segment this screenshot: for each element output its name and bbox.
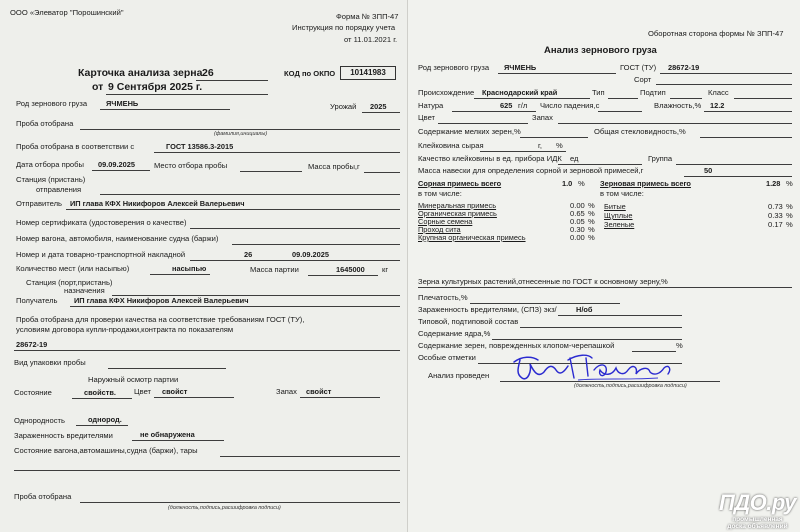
r-color-line <box>438 123 528 124</box>
sender-value: ИП глава КФХ Никифоров Алексей Валерьевич <box>70 199 245 208</box>
sort-line <box>656 84 792 85</box>
weed-impurity-value: 1.0 <box>562 179 573 188</box>
sample-mass-line <box>684 176 792 177</box>
wagon-line <box>232 244 400 245</box>
pest-value: не обнаружена <box>140 430 195 439</box>
weed-item-value: 0.05 <box>570 217 585 226</box>
sample-taken-label: Проба отобрана <box>16 119 74 128</box>
sample-mass-label: Масса навески для определения сорной и зерновой примесей,г <box>418 166 644 175</box>
weed-item-value: 0.00 <box>570 201 585 210</box>
state-value: свойств. <box>84 388 116 397</box>
small-grains-label: Содержание мелких зерен,% <box>418 127 521 136</box>
check-gost-value: 28672-19 <box>16 340 48 349</box>
sort-label: Сорт <box>634 75 652 84</box>
wagon-label: Номер вагона, автомобиля, наименование судна (баржи) <box>16 234 219 243</box>
final-sample-line <box>80 502 400 503</box>
final-sample-label: Проба отобрана <box>14 492 72 501</box>
uniform-line <box>76 425 128 426</box>
okpo-label: КОД по ОКПО <box>284 69 336 78</box>
receiver-label: Получатель <box>16 296 58 305</box>
sample-place-label: Место отбора пробы <box>154 161 228 170</box>
nature-value: 625 <box>500 101 513 110</box>
weed-item-name: Минеральная примесь <box>418 201 497 210</box>
sample-gost-value: ГОСТ 13586.3-2015 <box>166 142 234 151</box>
weed-item-value: 0.30 <box>570 225 585 234</box>
state-line <box>72 398 132 399</box>
vitreous-label: Общая стекловидность,% <box>594 127 686 136</box>
sample-gost-line <box>154 152 400 153</box>
weed-item-name: Органическая примесь <box>418 209 497 218</box>
certificate-label: Номер сертификата (удостоверения о качестве) <box>16 218 187 227</box>
grain-item-value: 0.17 <box>768 220 783 229</box>
grain-item-name: Битые <box>604 202 626 211</box>
weed-incl-label: в том числе: <box>418 189 462 198</box>
gluten-label: Клейковина сырая <box>418 141 484 150</box>
instruction-line-2: от 11.01.2021 г. <box>344 35 398 44</box>
weed-item-unit: % <box>588 233 595 242</box>
card-date-prefix: от <box>92 81 104 93</box>
type-line <box>608 98 638 99</box>
station-to-label-1: Станция (порт,пристань) <box>26 278 113 287</box>
gluten-line <box>480 151 566 152</box>
notes-label: Особые отметки <box>418 353 476 362</box>
sample-date-label: Дата отбора пробы <box>16 160 84 169</box>
gost-label: ГОСТ (ТУ) <box>620 63 657 72</box>
batch-mass-line <box>308 275 378 276</box>
watermark-line-1: промышленная <box>732 515 783 523</box>
sample-taken-caption: (фамилия,инициалы) <box>214 131 268 137</box>
cultured-grains-line <box>418 287 792 288</box>
falling-number-label: Число падения,с <box>540 101 600 110</box>
station-from-label-1: Станция (пристань) <box>16 175 86 184</box>
damaged-unit: % <box>676 341 683 350</box>
pack-label: Вид упаковки пробы <box>14 358 86 367</box>
analysis-card-back <box>408 0 800 532</box>
weed-item-name: Сорные семена <box>418 217 473 226</box>
card-date: 9 Сентября 2025 г. <box>108 81 203 93</box>
gost-value: 28672-19 <box>668 63 700 72</box>
grain-impurity-value: 1.28 <box>766 179 781 188</box>
weed-impurity-unit: % <box>578 179 585 188</box>
harvest-label: Урожай <box>330 102 357 111</box>
sample-mass-value: 50 <box>704 166 713 175</box>
r-pest-value: Н/об <box>576 305 593 314</box>
sender-line <box>66 209 400 210</box>
sample-mass-line <box>364 172 400 173</box>
group-label: Группа <box>648 154 673 163</box>
organization-name: ООО «Элеватор "Порошинский" <box>10 8 124 17</box>
places-value: насыпью <box>172 264 207 273</box>
gluten-g-unit: г, <box>538 141 542 150</box>
sample-mass-label: Масса пробы,г <box>308 162 360 171</box>
sender-label: Отправитель <box>16 199 62 208</box>
vitreous-line <box>700 137 792 138</box>
uniform-value: однород. <box>88 415 122 424</box>
gluten-quality-label: Качество клейковины в ед. прибора ИДК <box>418 154 562 163</box>
instruction-line-1: Инструкция по порядку учета <box>292 23 396 32</box>
gluten-pct-unit: % <box>556 141 563 150</box>
batch-mass-unit: кг <box>382 265 389 274</box>
smell-line <box>300 397 380 398</box>
analysis-title: Анализ зернового груза <box>544 45 657 56</box>
grain-item-unit: % <box>786 211 793 220</box>
grain-kind-line <box>100 109 230 110</box>
sample-date-value: 09.09.2025 <box>98 160 135 169</box>
r-smell-line <box>558 123 792 124</box>
places-line <box>150 274 210 275</box>
r-pest-label: Зараженность вредителями, (СПЗ) экз/ <box>418 305 557 314</box>
back-form-number: Оборотная сторона формы № ЗПП-47 <box>648 29 784 38</box>
harvest-value: 2025 <box>370 102 387 111</box>
watermark-line-2: доска объявлений <box>727 522 788 530</box>
color-label: Цвет <box>134 387 152 396</box>
station-from-label-2: отправления <box>36 185 82 194</box>
grain-impurity-label: Зерновая примесь всего <box>600 179 691 188</box>
r-color-label: Цвет <box>418 113 436 122</box>
wagon-state-line-2 <box>14 470 400 471</box>
signature-image <box>508 350 678 386</box>
class-line <box>734 98 792 99</box>
group-line <box>676 164 792 165</box>
okpo-code-box: 10141983 <box>340 66 396 80</box>
sample-place-line <box>240 171 302 172</box>
kernel-line <box>492 339 682 340</box>
damaged-label: Содержание зерен, поврежденных клопом-черепашкой <box>418 341 615 350</box>
sample-taken-line <box>80 129 400 130</box>
receiver-value: ИП глава КФХ Никифоров Алексей Валерьевич <box>74 296 249 305</box>
pest-line <box>132 440 224 441</box>
smell-value: свойст <box>306 387 332 396</box>
r-grain-kind-label: Род зернового груза <box>418 63 490 72</box>
uniform-label: Однородность <box>14 416 65 425</box>
grain-impurity-unit: % <box>786 179 793 188</box>
card-number: 26 <box>202 67 214 79</box>
r-pest-line <box>558 315 682 316</box>
watermark-logo: ПДО.ру <box>718 489 796 515</box>
color-value: свойст <box>162 387 188 396</box>
places-label: Количество мест (или насыпью) <box>16 264 130 273</box>
batch-mass-value: 1645000 <box>336 265 365 274</box>
mold-label: Плечатость,% <box>418 293 468 302</box>
pest-label: Зараженность вредителями <box>14 431 113 440</box>
gluten-quality-line <box>558 164 642 165</box>
inspection-title: Наружный осмотр партии <box>88 375 179 384</box>
receiver-line <box>70 306 400 307</box>
waybill-line <box>190 260 400 261</box>
nature-line <box>452 111 536 112</box>
weed-impurity-label: Сорная примесь всего <box>418 179 502 188</box>
origin-label: Происхождение <box>418 88 475 97</box>
r-grain-kind-value: ЯЧМЕНЬ <box>504 63 537 72</box>
color-line <box>154 397 234 398</box>
final-sample-caption: (должность,подпись,расшифровка подписи) <box>168 505 281 511</box>
sample-gost-label: Проба отобрана в соответствии с <box>16 142 135 151</box>
harvest-line <box>362 112 400 113</box>
station-from-line <box>100 194 400 195</box>
card-number-line <box>196 80 268 81</box>
card-title: Карточка анализа зерна <box>78 67 203 79</box>
origin-value: Краснодарский край <box>482 88 558 97</box>
weed-item-unit: % <box>588 217 595 226</box>
wagon-state-label: Состояние вагона,автомашины,судна (баржи), тары <box>14 446 198 455</box>
weed-item-name: Проход сита <box>418 225 461 234</box>
grain-incl-label: в том числе: <box>600 189 644 198</box>
kernel-label: Содержание ядра,% <box>418 329 491 338</box>
grain-item-name: Зеленые <box>604 220 635 229</box>
check-text-line-2: условиям договора купли-продажи,контракта по показателям <box>16 325 234 334</box>
cultured-grains-label: Зерна культурных растений,отнесенные по ГОСТ к основному зерну,% <box>418 277 668 286</box>
watermark <box>719 490 796 530</box>
form-number: Форма № ЗПП-47 <box>336 12 399 21</box>
weed-item-value: 0.65 <box>570 209 585 218</box>
weed-item-value: 0.00 <box>570 233 585 242</box>
analysis-by-label: Анализ проведен <box>428 371 490 380</box>
moisture-label: Влажность,% <box>654 101 702 110</box>
moisture-value: 12.2 <box>710 101 725 110</box>
weed-item-unit: % <box>588 209 595 218</box>
check-text-line-1: Проба отобрана для проверки качества на соответствие требованиям ГОСТ (ТУ), <box>16 315 305 324</box>
subtype-label: Подтип <box>640 88 666 97</box>
batch-mass-label: Масса партии <box>250 265 299 274</box>
sample-date-line <box>92 170 150 171</box>
falling-number-line <box>598 111 642 112</box>
gluten-quality-unit: ед <box>570 154 579 163</box>
waybill-label: Номер и дата товарно-транспортной накладной <box>16 250 186 259</box>
state-label: Состояние <box>14 388 52 397</box>
grain-item-value: 0.33 <box>768 211 783 220</box>
weed-item-name: Крупная органическая примесь <box>418 233 526 242</box>
nature-label: Натура <box>418 101 444 110</box>
composition-line <box>520 327 682 328</box>
smell-label: Запах <box>276 387 297 396</box>
check-gost-line <box>14 350 400 351</box>
subtype-line <box>670 98 702 99</box>
grain-item-unit: % <box>786 202 793 211</box>
mold-line <box>470 303 620 304</box>
nature-unit: г/л <box>518 101 528 110</box>
weed-item-unit: % <box>588 201 595 210</box>
r-smell-label: Запах <box>532 113 553 122</box>
composition-label: Типовой, подтиповой состав <box>418 317 519 326</box>
small-grains-line <box>520 137 588 138</box>
r-grain-kind-line <box>498 73 616 74</box>
grain-kind-value: ЯЧМЕНЬ <box>106 99 139 108</box>
wagon-state-line-1 <box>220 456 400 457</box>
grain-item-unit: % <box>786 220 793 229</box>
class-label: Класс <box>708 88 729 97</box>
grain-kind-label: Род зернового груза <box>16 99 88 108</box>
waybill-number: 26 <box>244 250 253 259</box>
station-to-label-2: назначения <box>64 286 105 295</box>
waybill-date: 09.09.2025 <box>292 250 329 259</box>
analysis-by-caption: (должность,подпись,расшифровка подписи) <box>574 383 687 389</box>
pack-line <box>108 368 226 369</box>
type-label: Тип <box>592 88 605 97</box>
weed-item-unit: % <box>588 225 595 234</box>
grain-item-name: Щуплые <box>604 211 633 220</box>
origin-line <box>474 98 590 99</box>
moisture-line <box>704 111 792 112</box>
gost-line <box>660 73 792 74</box>
certificate-line <box>190 228 400 229</box>
grain-item-value: 0.73 <box>768 202 783 211</box>
card-date-line <box>106 94 268 95</box>
